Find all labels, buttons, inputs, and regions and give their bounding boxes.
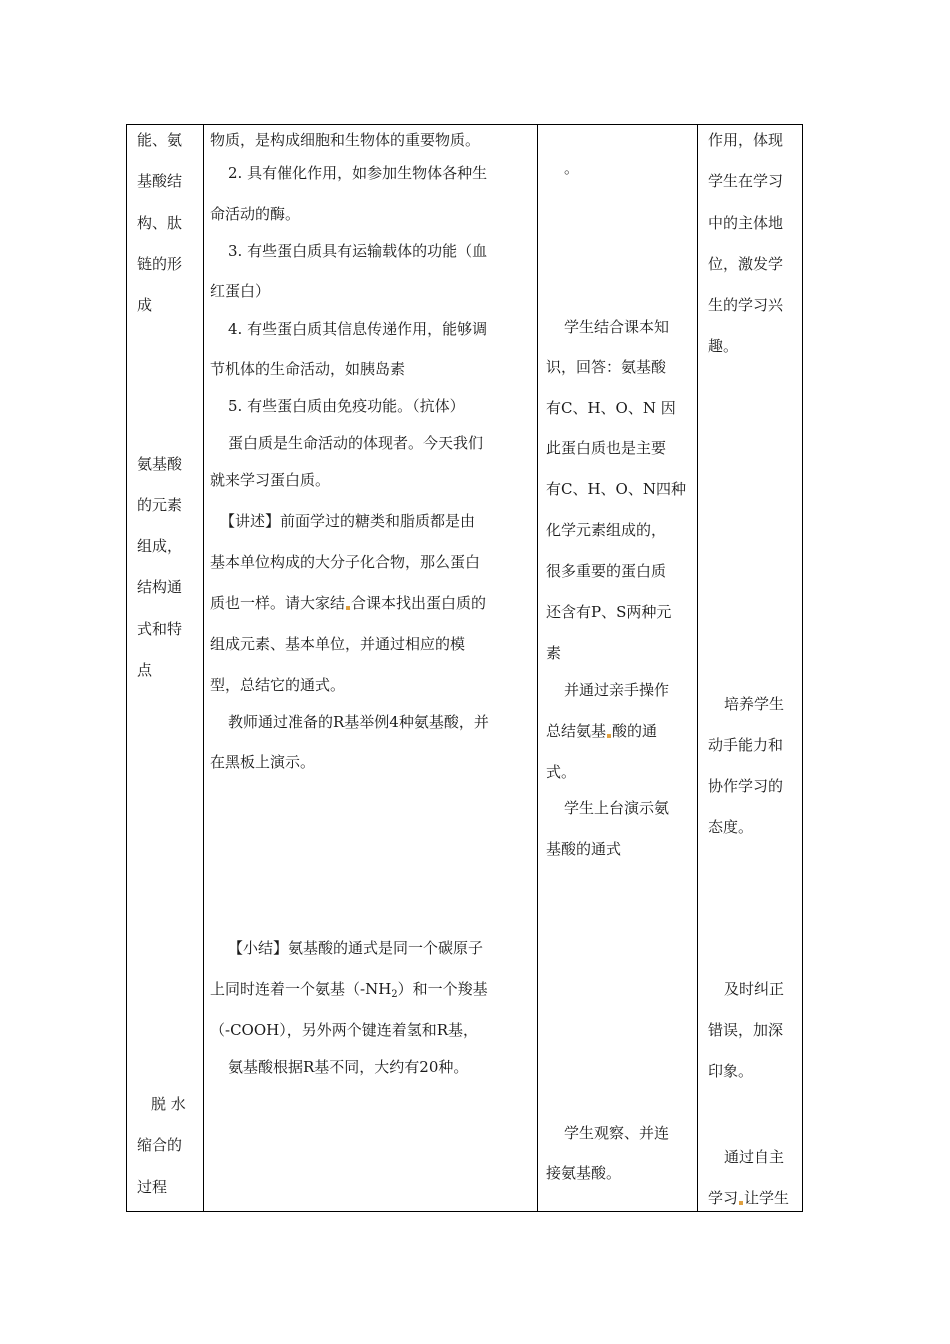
content-line: 很多重要的蛋白质 xyxy=(546,562,667,580)
topic-line: 脱 水 xyxy=(151,1095,186,1113)
content-line: 命活动的酶。 xyxy=(210,205,301,223)
content-line: 2. 具有催化作用，如参加生物体各种生 xyxy=(228,164,488,182)
content-line: 型，总结它的通式。 xyxy=(210,676,346,694)
content-line: 物质，是构成细胞和生物体的重要物质。 xyxy=(210,131,481,149)
highlight-marker xyxy=(607,734,611,738)
content-line: （-COOH），另外两个键连着氢和R基， xyxy=(210,1021,479,1039)
content-line: 节机体的生命活动，如胰岛素 xyxy=(210,360,406,378)
content-line: 趣。 xyxy=(708,337,739,355)
content-line: 通过自主 xyxy=(724,1148,785,1166)
content-line: 及时纠正 xyxy=(724,980,785,998)
topic-line: 能、氨 xyxy=(137,131,183,149)
highlight-marker xyxy=(346,606,350,610)
topic-line: 缩合的 xyxy=(137,1136,183,1154)
highlight-marker xyxy=(739,1201,743,1205)
content-line: 生的学习兴 xyxy=(708,296,784,314)
content-line: 5. 有些蛋白质由免疫功能。（抗体） xyxy=(228,397,465,415)
content-line: 中的主体地 xyxy=(708,214,784,232)
content-line: 组成元素、基本单位，并通过相应的模 xyxy=(210,635,466,653)
content-line: 态度。 xyxy=(708,818,754,836)
content-line: 氨基酸根据R基不同，大约有20种。 xyxy=(228,1058,469,1076)
topic-line: 点 xyxy=(137,661,153,679)
content-line: 还含有P、S两种元 xyxy=(546,603,672,621)
content-line: 学生观察、并连 xyxy=(564,1124,670,1142)
topic-line: 结构通 xyxy=(137,578,183,596)
content-line: 。 xyxy=(564,159,580,177)
content-line: 并通过亲手操作 xyxy=(564,681,670,699)
content-line: 作用，体现 xyxy=(708,131,784,149)
content-line: 4. 有些蛋白质其信息传递作用，能够调 xyxy=(228,320,488,338)
topic-line: 基酸结 xyxy=(137,172,183,190)
topic-line: 组成， xyxy=(137,537,183,555)
topic-line: 成 xyxy=(137,296,153,314)
student-activity-column xyxy=(538,125,697,1211)
content-line: 培养学生 xyxy=(724,695,785,713)
content-line: 化学元素组成的， xyxy=(546,521,667,539)
content-line: 学习 让学生 xyxy=(708,1189,790,1207)
content-line: 动手能力和 xyxy=(708,736,784,754)
topic-line: 式和特 xyxy=(137,620,183,638)
lesson-plan-table xyxy=(126,124,803,1212)
content-line: 式。 xyxy=(546,763,577,781)
content-line: 有C、H、O、N 因 xyxy=(546,399,676,417)
topic-column xyxy=(127,125,203,1211)
content-line: 质也一样。请大家结 合课本找出蛋白质的 xyxy=(210,594,487,612)
topic-line: 的元素 xyxy=(137,496,183,514)
content-line: 总结氨基 酸的通 xyxy=(546,722,658,740)
content-line: 【讲述】前面学过的糖类和脂质都是由 xyxy=(220,512,476,530)
content-line: 印象。 xyxy=(708,1062,754,1080)
design-intent-column xyxy=(698,125,802,1211)
topic-line: 构、肽 xyxy=(137,214,183,232)
content-line: 识，回答：氨基酸 xyxy=(546,358,667,376)
content-line: 素 xyxy=(546,644,562,662)
content-line: 此蛋白质也是主要 xyxy=(546,439,667,457)
content-line: 有C、H、O、N四种 xyxy=(546,480,686,498)
content-line: 学生结合课本知 xyxy=(564,318,670,336)
content-line: 基酸的通式 xyxy=(546,840,622,858)
teacher-activity-column xyxy=(204,125,537,1211)
content-line: 学生上台演示氨 xyxy=(564,799,670,817)
topic-line: 氨基酸 xyxy=(137,455,183,473)
content-line: 基本单位构成的大分子化合物，那么蛋白 xyxy=(210,553,481,571)
content-line: 【小结】氨基酸的通式是同一个碳原子 xyxy=(228,939,484,957)
content-line: 蛋白质是生命活动的体现者。今天我们 xyxy=(228,434,484,452)
content-line: 协作学习的 xyxy=(708,777,784,795)
topic-line: 过程 xyxy=(137,1178,168,1196)
content-line: 就来学习蛋白质。 xyxy=(210,471,331,489)
content-line: 错误，加深 xyxy=(708,1021,784,1039)
content-line: 教师通过准备的R基举例4种氨基酸，并 xyxy=(228,713,489,731)
topic-line: 链的形 xyxy=(137,255,183,273)
content-line: 在黑板上演示。 xyxy=(210,753,316,771)
content-line: 3. 有些蛋白质具有运输载体的功能（血 xyxy=(228,242,488,260)
content-line: 上同时连着一个氨基$(-NH_2)$和一个羧基 xyxy=(210,980,488,1000)
content-line: 接氨基酸。 xyxy=(546,1164,622,1182)
content-line: 红蛋白） xyxy=(210,282,271,300)
content-line: 学生在学习 xyxy=(708,172,784,190)
content-line: 位，激发学 xyxy=(708,255,784,273)
